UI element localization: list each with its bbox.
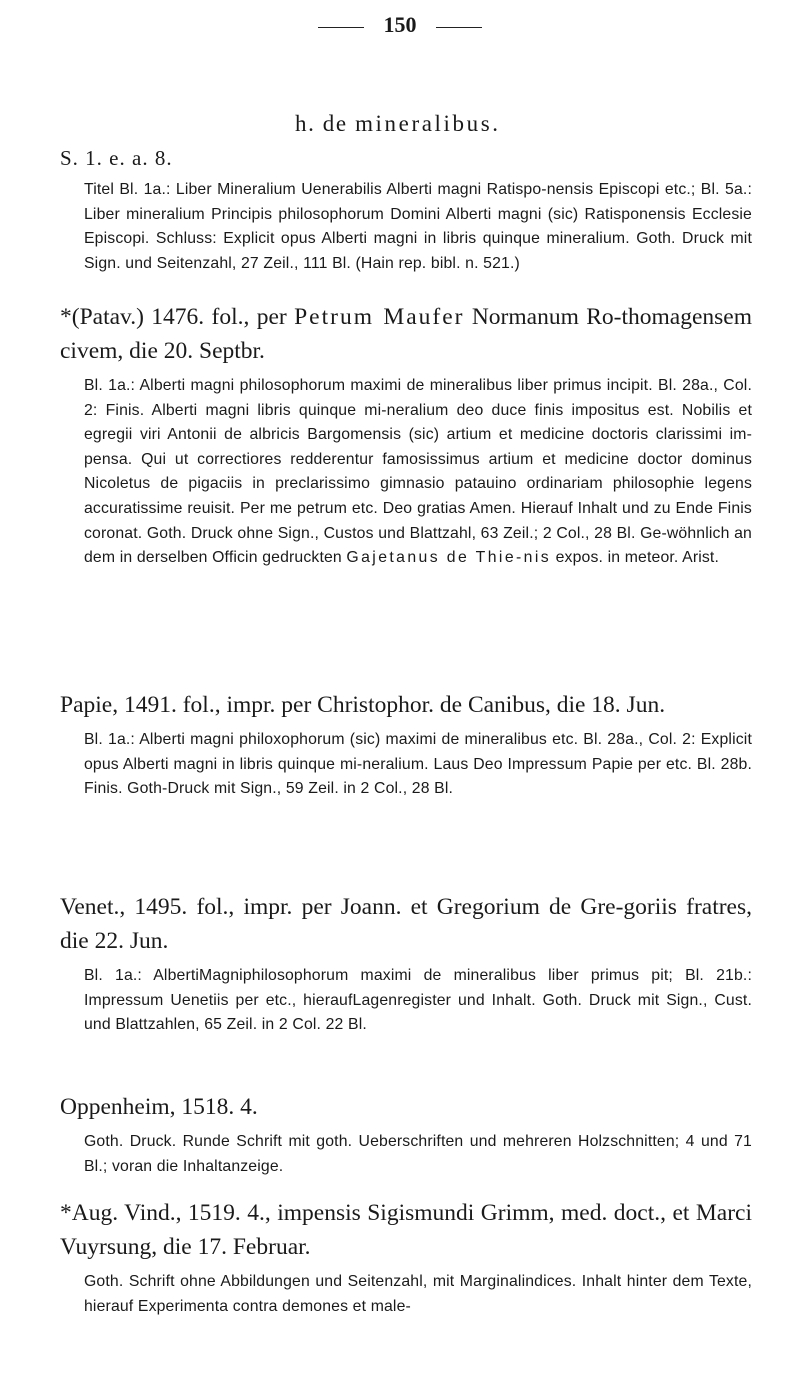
entry-printer-name: Petrum Maufer [294,304,465,330]
entry-title: Oppenheim, 1518. 4. [60,1094,258,1120]
entry-title: Papie, 1491. fol., impr. per Christophor. de Canibus, die 18. Jun. [60,692,666,718]
entry-title [60,300,752,368]
section-title [295,111,501,137]
entry-5 [60,1090,752,1179]
entry-2 [60,300,752,571]
entry-title: Venet., 1495. fol., impr. per Joann. et Gregorium de Gre-goriis fratres, die 22. Jun. [60,894,752,954]
page-header [0,12,800,38]
entry-description [84,374,752,571]
entry-description-part: expos. in meteor. Arist. [551,549,720,567]
section-label: S. 1. e. a. 8. [60,146,173,170]
entry-description: Goth. Druck. Runde Schrift mit goth. Ueberschriften und mehreren Holzschnitten; 4 und 71 Bl.; voran die Inhaltanzeige. [84,1133,752,1175]
page-number: 150 [383,12,417,37]
left-rule [318,27,364,28]
entry-title: *Aug. Vind., 1519. 4., impensis Sigismundi Grimm, med. doct., et Marci Vuyrsung, die 17. Februar. [60,1200,752,1260]
section-title-prefix: h. de [295,111,356,136]
section-title-spaced: mineralibus. [355,111,501,136]
entry-1 [60,178,752,276]
entry-description: Titel Bl. 1a.: Liber Mineralium Uenerabilis Alberti magni Ratispo-nensis Episcopi etc.; Bl. 5a.: Liber mineralium Principis philosophorum Domini Alberti magni (sic) Ratisponensis Ecclesie Episcopi. Schluss: Explicit opus Alberti magni in libris quinque mineralium. Goth. Druck mit Sign. und Seitenzahl, 27 Zeil., 111 Bl. (Hain rep. bibl. n. 521.) [84,181,752,272]
entry-4 [60,890,752,1038]
entry-6 [60,1196,752,1319]
entry-description: Bl. 1a.: AlbertiMagniphilosophorum maximi de mineralibus liber primus pit; Bl. 21b.: Impressum Uenetiis per etc., hieraufLagenregister und Inhalt. Goth. Druck mit Sign., Cust. und Blattzahlen, 65 Zeil. in 2 Col. 22 Bl. [84,967,752,1034]
entry-title-part: Normanum Ro-thomagensem civem, die 20. Septbr. [60,304,752,364]
entry-description: Goth. Schrift ohne Abbildungen und Seitenzahl, mit Marginalindices. Inhalt hinter dem Texte, hierauf Experimenta contra demones et male- [84,1273,752,1315]
section-label-block [60,146,752,171]
entry-title-part: *(Patav.) 1476. fol., per [60,304,295,330]
entry-description-part: Bl. 1a.: Alberti magni philosophorum maximi de mineralibus liber primus incipit. Bl. 28a., Col. 2: Finis. Alberti magni libris quinque mi-neralium deo duce finis impositus est. Nobilis et egregii viri Antonii de albricis Bargomensis (sic) artium et medicine doctoris clarissimi im-pensa. Qui ut correctiores redderentur famosissimus artium et medicine doctor dominus Nicoletus de pigaciis in preclarissimo gimnasio patauino ordinariam philosophie legens accuratissime reuisit. Per me petrum etc. Deo gratias Amen. Hierauf Inhalt und zu Ende Finis coronat. Goth. Druck ohne Sign., Custos und Blattzahl, 63 Zeil.; 2 Col., 28 Bl. Ge-wöhnlich an dem in derselben Officin gedruckten [84,377,752,567]
entry-description-spaced: Gajetanus de Thie-nis [346,549,552,567]
entry-description: Bl. 1a.: Alberti magni philoxophorum (sic) maximi de mineralibus etc. Bl. 28a., Col. 2: Explicit opus Alberti magni in libris quinque mi-neralium. Laus Deo Impressum Papie per etc. Bl. 28b. Finis. Goth-Druck mit Sign., 59 Zeil. in 2 Col., 28 Bl. [84,731,752,798]
right-rule [436,27,482,28]
entry-3 [60,688,752,802]
